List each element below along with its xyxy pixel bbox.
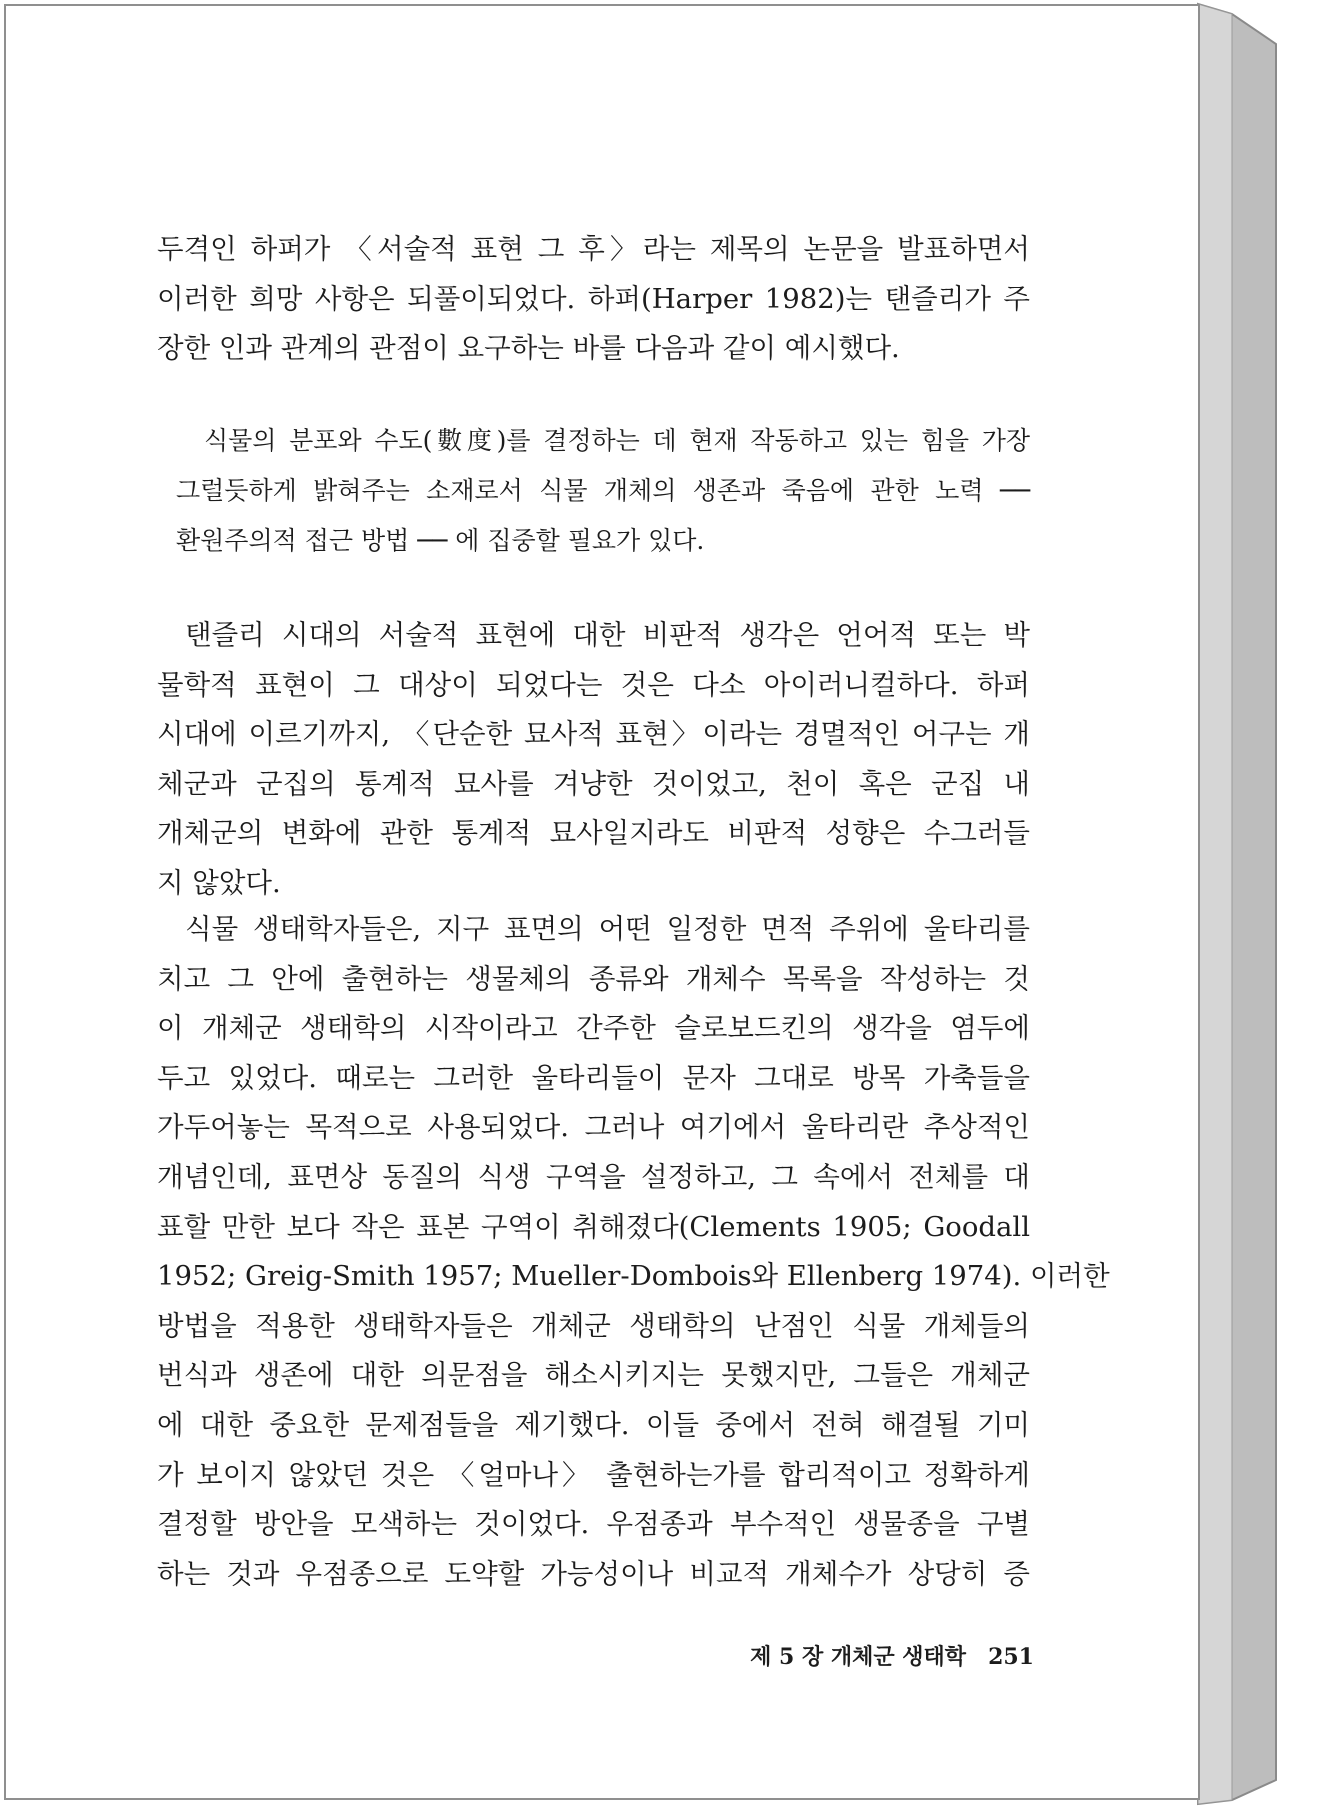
text-line: 에 대한 중요한 문제점들을 제기했다. 이들 중에서 전혀 해결될 기미 [157,1408,1030,1441]
text-line: 개체군의 변화에 관한 통계적 묘사일지라도 비판적 성향은 수그러들 [157,817,1030,850]
text-line: 가 보이지 않았던 것은 〈얼마나〉 출현하는가를 합리적이고 정확하게 [157,1458,1030,1491]
text-line: 표할 만한 보다 작은 표본 구역이 취해졌다(Clements 1905; Goodall [157,1210,1030,1243]
text-line: 이러한 희망 사항은 되풀이되었다. 하퍼(Harper 1982)는 탠즐리가 주 [157,282,1030,315]
paragraph-1 [157,225,1030,374]
chapter-title: 제 5 장 개체군 생태학 [750,1644,967,1670]
text-line: 이 개체군 생태학의 시작이라고 간주한 슬로보드킨의 생각을 염두에 [157,1012,1030,1045]
quote-line: 그럴듯하게 밝혀주는 소재로서 식물 개체의 생존과 죽음에 관한 노력 ── [176,476,1030,505]
text-line: 체군과 군집의 통계적 묘사를 겨냥한 것이었고, 천이 혹은 군집 내 [157,767,1030,800]
text-line: 방법을 적용한 생태학자들은 개체군 생태학의 난점인 식물 개체들의 [157,1309,1030,1342]
page-footer [750,1640,1034,1671]
paragraph-2 [157,611,1030,909]
text-line: 하는 것과 우점종으로 도약할 가능성이나 비교적 개체수가 상당히 증 [157,1557,1030,1590]
paragraph-3 [157,905,1110,1599]
text-line: 시대에 이르기까지, 〈단순한 묘사적 표현〉이라는 경멸적인 어구는 개 [157,718,1030,751]
block-quote [176,416,1030,566]
page-number: 251 [988,1644,1034,1670]
text-line: 물학적 표현이 그 대상이 되었다는 것은 다소 아이러니컬하다. 하퍼 [157,668,1030,701]
text-line: 두고 있었다. 때로는 그러한 울타리들이 문자 그대로 방목 가축들을 [157,1061,1030,1094]
text-line: 치고 그 안에 출현하는 생물체의 종류와 개체수 목록을 작성하는 것 [157,962,1030,995]
text-line: 탠즐리 시대의 서술적 표현에 대한 비판적 생각은 언어적 또는 박 [185,619,1030,651]
text-line: 개념인데, 표면상 동질의 식생 구역을 설정하고, 그 속에서 전체를 대 [157,1160,1030,1193]
text-line: 1952; Greig-Smith 1957; Mueller-Dombois와 Ellenberg 1974). 이러한 [157,1260,1110,1293]
text-line: 번식과 생존에 대한 의문점을 해소시키지는 못했지만, 그들은 개체군 [157,1359,1030,1392]
quote-line: 환원주의적 접근 방법 ── 에 집중할 필요가 있다. [176,526,705,555]
text-line: 장한 인과 관계의 관점이 요구하는 바를 다음과 같이 예시했다. [157,332,900,365]
text-line: 가두어놓는 목적으로 사용되었다. 그러나 여기에서 울타리란 추상적인 [157,1111,1030,1144]
text-line: 결정할 방안을 모색하는 것이었다. 우점종과 부수적인 생물종을 구별 [157,1508,1030,1541]
text-line: 식물 생태학자들은, 지구 표면의 어떤 일정한 면적 주위에 울타리를 [185,913,1030,945]
text-line: 두격인 하퍼가 〈서술적 표현 그 후〉라는 제목의 논문을 발표하면서 [157,233,1030,265]
text-line: 지 않았다. [157,866,281,899]
quote-line: 식물의 분포와 수도(數度)를 결정하는 데 현재 작동하고 있는 힘을 가장 [204,426,1030,455]
